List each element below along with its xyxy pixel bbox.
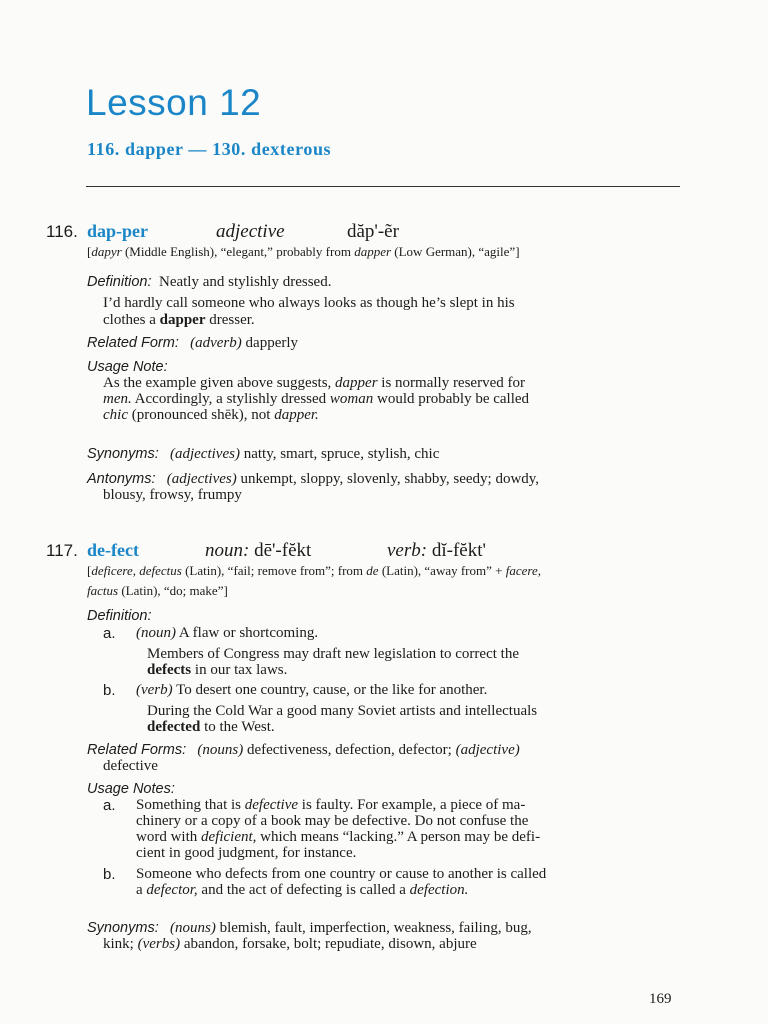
usage-line: chinery or a copy of a book may be defective. Do not confuse the xyxy=(136,813,529,829)
related-form-label: Related Form: xyxy=(87,335,179,351)
definition-line xyxy=(87,274,331,291)
antonyms-line: blousy, frowsy, frumpy xyxy=(103,487,242,503)
usage-line: chic (pronounced shēk), not dapper. xyxy=(103,407,319,423)
entry-number: 116. xyxy=(46,222,78,241)
page-number: 169 xyxy=(649,991,672,1007)
definition-text: Neatly and stylishly dressed. xyxy=(158,274,332,290)
usage-line: word with deficient, which means “lacking.” A person may be defi- xyxy=(136,829,541,845)
usage-note-label: Usage Note: xyxy=(87,359,168,375)
etym-text: (Low German), “agile”] xyxy=(391,244,520,259)
related-forms-label: Related Forms: xyxy=(87,742,187,758)
example-line: defected to the West. xyxy=(147,719,275,735)
example-line xyxy=(103,312,255,329)
example-text: clothes a xyxy=(103,312,160,328)
example-line: I’d hardly call someone who always looks as though he’s slept in his xyxy=(103,295,515,311)
etym-word: dapyr xyxy=(91,244,122,259)
related-form-line xyxy=(87,335,298,352)
etym-text: (Middle English), “elegant,” probably from xyxy=(121,244,355,259)
headword: de-fect xyxy=(87,540,139,560)
usage-line: a defector, and the act of defecting is called a defection. xyxy=(136,882,469,898)
definition-label: Definition: xyxy=(87,274,152,290)
list-letter: a. xyxy=(103,797,116,814)
synonyms-line: kink; (verbs) abandon, forsake, bolt; repudiate, disown, abjure xyxy=(103,936,477,952)
synonyms-line: Synonyms: (nouns) blemish, fault, imperfection, weakness, failing, bug, xyxy=(87,920,532,936)
usage-notes-label: Usage Notes: xyxy=(87,781,175,797)
lesson-subtitle: 116. dapper — 130. dexterous xyxy=(87,139,332,159)
lesson-title: Lesson 12 xyxy=(86,82,262,123)
usage-line: cient in good judgment, for instance. xyxy=(136,845,357,861)
synonyms-label: Synonyms: xyxy=(87,446,159,462)
example-line: Members of Congress may draft new legislation to correct the xyxy=(147,646,519,662)
example-line: defects in our tax laws. xyxy=(147,662,288,678)
usage-line: men. Accordingly, a stylishly dressed woman would probably be called xyxy=(103,391,530,407)
synonyms-line: Synonyms: (adjectives) natty, smart, spruce, stylish, chic xyxy=(87,446,440,462)
etymology: [dapyr (Middle English), “elegant,” probably from dapper (Low German), “agile”] xyxy=(87,244,520,259)
synonyms-label: Synonyms: xyxy=(87,920,159,936)
part-of-speech: adjective xyxy=(216,221,285,242)
headword: dap-per xyxy=(87,221,149,241)
related-pos: (adverb) xyxy=(190,335,242,351)
related-forms-line: defective xyxy=(103,758,158,774)
list-letter: b. xyxy=(103,682,116,699)
title-divider xyxy=(86,186,680,187)
usage-line: Someone who defects from one country or cause to another is called xyxy=(136,866,547,882)
antonyms-line: Antonyms: (adjectives) unkempt, sloppy, slovenly, shabby, seedy; dowdy, xyxy=(87,471,540,487)
pronunciation: dăp'-ẽr xyxy=(347,221,399,242)
example-line: During the Cold War a good many Soviet artists and intellectuals xyxy=(147,703,538,719)
example-text: dresser. xyxy=(205,312,255,328)
list-letter: a. xyxy=(103,625,116,642)
noun-pronunciation: noun: dē'-fĕkt xyxy=(205,540,312,561)
definition-a: (noun) A flaw or shortcoming. xyxy=(136,625,319,641)
antonyms-label: Antonyms: xyxy=(87,471,156,487)
etymology: [deficere, defectus (Latin), “fail; remove from”; from de (Latin), “away from” + facere, factus (Latin), “do; make”] xyxy=(87,563,541,598)
related-word: dapperly xyxy=(241,335,299,351)
example-headword: dapper xyxy=(159,312,206,328)
usage-line: As the example given above suggests, dapper is normally reserved for xyxy=(103,375,525,391)
entry-number: 117. xyxy=(46,541,78,560)
definition-b: (verb) To desert one country, cause, or the like for another. xyxy=(136,682,488,698)
related-forms-line: Related Forms: (nouns) defectiveness, defection, defector; (adjective) xyxy=(87,742,520,758)
usage-line: Something that is defective is faulty. For example, a piece of ma- xyxy=(136,797,526,813)
verb-pronunciation: verb: dĭ-fĕkt' xyxy=(387,540,486,561)
list-letter: b. xyxy=(103,866,116,883)
definition-label: Definition: xyxy=(87,608,152,624)
etym-word: dapper xyxy=(354,244,392,259)
